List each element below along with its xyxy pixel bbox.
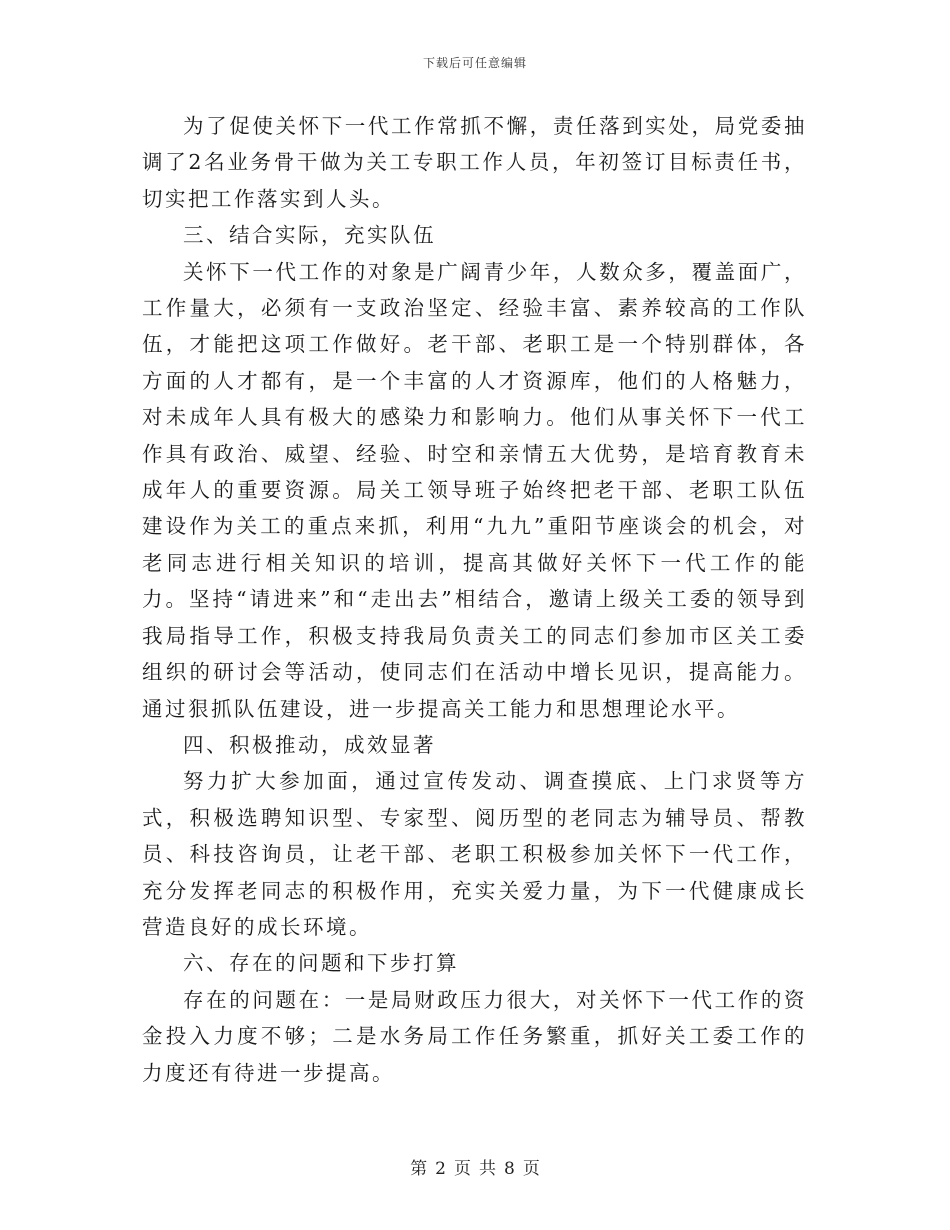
paragraph-team-building: 关怀下一代工作的对象是广阔青少年，人数众多，覆盖面广，工作量大，必须有一支政治坚定、经验丰富、素养较高的工作队伍，才能把这项工作做好。老干部、老职工是一个特别群体，各方面的人才都有，是一个丰富的人才资源库，他们的人格魅力，对未成年人具有极大的感染力和影响力。他们从事关怀下一代工作具有政治、威望、经验、时空和亲情五大优势，是培育教育未成年人的重要资源。局关工领导班子始终把老干部、老职工队伍建设作为关工的重点来抓，利用“九九”重阳节座谈会的机会，对老同志进行相关知识的培训，提高其做好关怀下一代工作的能力。坚持“请进来”和“走出去”相结合，邀请上级关工委的领导到我局指导工作，积极支持我局负责关工的同志们参加市区关工委组织的研讨会等活动，使同志们在活动中增长见识，提高能力。通过狠抓队伍建设，进一步提高关工能力和思想理论水平。 [142,259,807,721]
footer-page-label: 页 [454,1159,471,1179]
footer-prefix: 第 [410,1159,428,1179]
footer-page-number: 2 [435,1159,446,1179]
page-footer [0,1154,950,1179]
paragraph-problems: 存在的问题在：一是局财政压力很大，对关怀下一代工作的资金投入力度不够；二是水务局工作任务繁重，抓好关工委工作的力度还有待进一步提高。 [142,987,807,1085]
footer-total-label: 共 [479,1159,496,1179]
section-heading-6: 六、存在的问题和下步打算 [183,951,459,976]
section-heading-3: 三、结合实际，充实队伍 [183,223,436,248]
footer-total-pages: 8 [504,1159,515,1179]
document-body [142,108,807,1091]
page-header: 下载后可任意编辑 [422,56,527,70]
paragraph-responsibility: 为了促使关怀下一代工作常抓不懈，责任落到实处，局党委抽调了2名业务骨干做为关工专职工作人员，年初签订目标责任书，切实把工作落实到人头。 [142,114,807,211]
paragraph-results: 努力扩大参加面，通过宣传发动、调查摸底、上门求贤等方式，积极选聘知识型、专家型、阅历型的老同志为辅导员、帮教员、科技咨询员，让老干部、老职工积极参加关怀下一代工作，充分发挥老同志的积极作用，充实关爱力量，为下一代健康成长营造良好的成长环境。 [142,769,807,939]
footer-suffix: 页 [522,1159,540,1179]
section-heading-4: 四、积极推动，成效显著 [183,732,436,757]
